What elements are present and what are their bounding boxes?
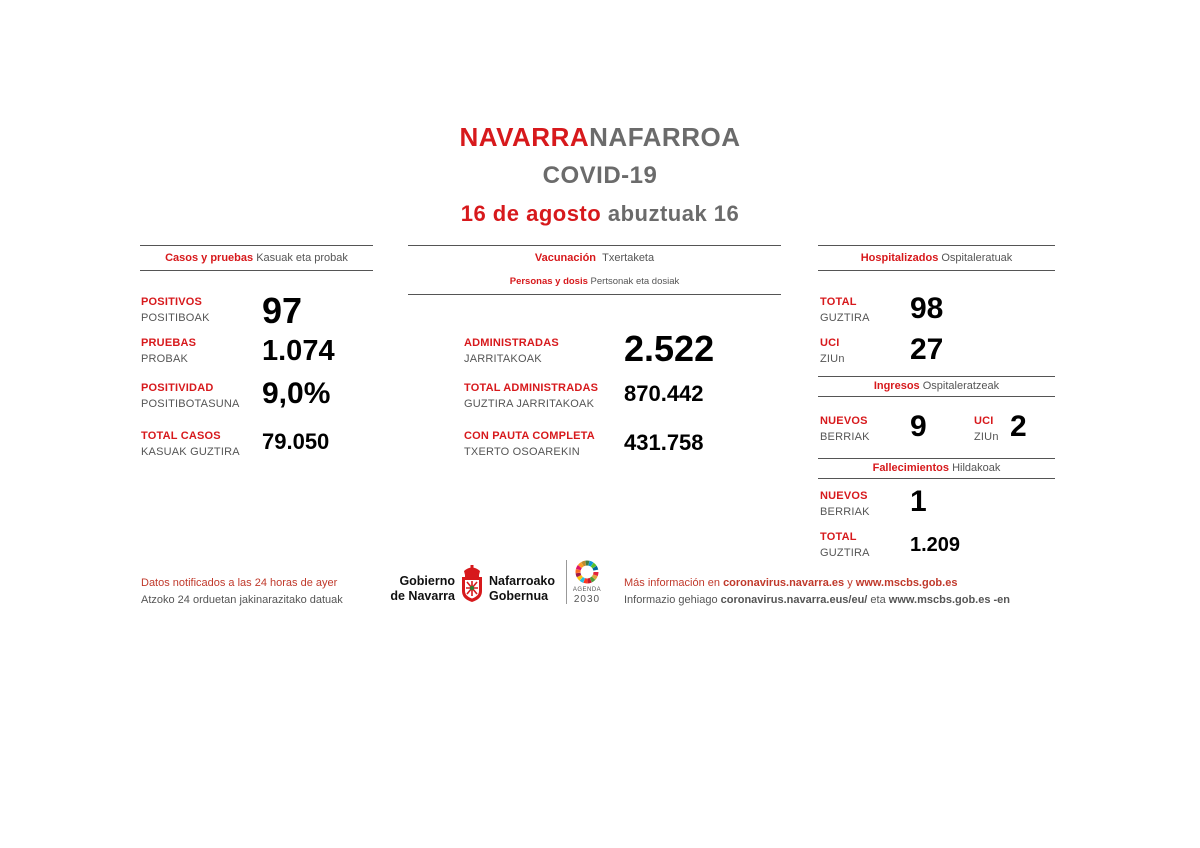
value-positivos: 97 (262, 290, 303, 331)
agenda-year: 2030 (573, 594, 601, 605)
value-fall-total: 1.209 (910, 534, 961, 556)
value-pauta-completa: 431.758 (624, 430, 704, 455)
section-subhead-es: Personas y dosis (509, 276, 588, 287)
section-head-eu: Hildakoak (952, 462, 1001, 474)
value-ingresos-uci: 2 (1010, 410, 1027, 443)
value-ingresos-nuevos: 9 (910, 410, 927, 443)
footer-note-es: Datos notificados a las 24 horas de ayer (141, 577, 338, 589)
label-positibotasuna: POSITIBOTASUNA (141, 398, 240, 410)
navarra-coat-of-arms-icon (459, 563, 485, 603)
section-head-eu: Txertaketa (602, 252, 655, 264)
page-subtitle: COVID-19 (542, 162, 658, 189)
logo-divider (566, 560, 567, 604)
link-coronavirus-navarra-es[interactable]: coronavirus.navarra.es (723, 577, 845, 589)
divider (818, 396, 1055, 397)
divider (818, 245, 1055, 246)
value-administradas: 2.522 (624, 328, 715, 369)
label-hosp-ziun: ZIUn (820, 353, 845, 365)
report-date (0, 201, 1200, 227)
info-eu-conjunction: eta (870, 594, 886, 606)
divider (818, 458, 1055, 459)
title-red: NAVARRA (459, 122, 590, 152)
section-head-ingresos (818, 380, 1055, 392)
section-head-es: Vacunación (534, 252, 597, 264)
label-positivos: POSITIVOS (141, 296, 203, 308)
label-pruebas: PRUEBAS (141, 337, 197, 349)
label-ingresos-uci: UCI (974, 415, 994, 427)
label-fall-guztira: GUZTIRA (820, 547, 870, 559)
logo-eu-line1: Nafarroako (489, 574, 555, 588)
label-ingresos-berriak: BERRIAK (820, 431, 870, 443)
section-head-eu: Ospitaleratuak (941, 252, 1013, 264)
label-hosp-guztira: GUZTIRA (820, 312, 870, 324)
section-head-es: Hospitalizados (860, 252, 939, 264)
value-total-casos: 79.050 (262, 429, 330, 454)
link-coronavirus-navarra-eus[interactable]: coronavirus.navarra.eus/eu/ (720, 594, 868, 606)
date-es: 16 de agosto (460, 201, 602, 226)
section-head-hospitalizados (818, 252, 1055, 264)
divider (818, 376, 1055, 377)
label-total-administradas: TOTAL ADMINISTRADAS (464, 382, 599, 394)
section-subhead-eu: Pertsonak eta dosiak (590, 276, 680, 287)
section-head-fallecimientos (818, 462, 1055, 474)
label-fall-nuevos: NUEVOS (820, 490, 868, 502)
logo-es-line1: Gobierno (399, 574, 455, 588)
footer-note-eu: Atzoko 24 orduetan jakinarazitako datuak (141, 594, 343, 606)
label-hosp-uci: UCI (820, 337, 840, 349)
value-hosp-uci: 27 (910, 333, 944, 366)
label-ingresos-nuevos: NUEVOS (820, 415, 868, 427)
info-eu-text: Informazio gehiago (624, 594, 718, 606)
label-pauta-completa: CON PAUTA COMPLETA (464, 430, 595, 442)
label-total-casos: TOTAL CASOS (141, 430, 221, 442)
divider (818, 270, 1055, 271)
divider (140, 245, 373, 246)
label-txerto-osoarekin: TXERTO OSOAREKIN (464, 446, 580, 458)
info-es-text: Más información en (624, 577, 720, 589)
info-es-conjunction: y (847, 577, 853, 589)
logo-text-eu (489, 574, 555, 604)
section-head-casos (140, 252, 373, 264)
link-mscbs-eu[interactable]: www.mscbs.gob.es -en (888, 594, 1011, 606)
section-subhead-vacunacion (408, 276, 781, 287)
footer-info-eu (624, 594, 1010, 606)
section-head-eu: Kasuak eta probak (256, 252, 348, 264)
label-hosp-total: TOTAL (820, 296, 857, 308)
value-positividad: 9,0% (262, 377, 331, 410)
value-fall-nuevos: 1 (910, 485, 927, 518)
value-hosp-total: 98 (910, 292, 944, 325)
section-head-eu: Ospitaleratzeak (922, 380, 1000, 392)
section-head-es: Casos y pruebas (165, 252, 254, 264)
label-fall-total: TOTAL (820, 531, 857, 543)
divider (408, 294, 781, 295)
label-positiboak: POSITIBOAK (141, 312, 210, 324)
label-positividad: POSITIVIDAD (141, 382, 214, 394)
label-administradas: ADMINISTRADAS (464, 337, 559, 349)
logo-es-line2: de Navarra (390, 589, 455, 603)
label-ingresos-ziun: ZIUn (974, 431, 999, 443)
value-pruebas: 1.074 (262, 335, 335, 367)
date-eu: abuztuak 16 (607, 201, 740, 226)
label-kasuak-guztira: KASUAK GUZTIRA (141, 446, 240, 458)
section-head-vacunacion (408, 252, 781, 264)
label-guztira-jarritakoak: GUZTIRA JARRITAKOAK (464, 398, 595, 410)
footer-info-es (624, 577, 957, 589)
agenda-label: AGENDA (572, 587, 602, 593)
logo-text-es (389, 574, 455, 604)
section-head-es: Fallecimientos (872, 462, 950, 474)
value-total-administradas: 870.442 (624, 381, 704, 406)
divider (408, 245, 781, 246)
label-fall-berriak: BERRIAK (820, 506, 870, 518)
agenda-2030-wheel-icon (575, 560, 599, 584)
divider (818, 478, 1055, 479)
page-title (0, 122, 1200, 153)
logo-eu-line2: Gobernua (489, 589, 549, 603)
section-head-es: Ingresos (873, 380, 920, 392)
label-jarritakoak: JARRITAKOAK (464, 353, 542, 365)
title-grey: NAFARROA (589, 122, 741, 152)
label-probak: PROBAK (141, 353, 189, 365)
divider (140, 270, 373, 271)
link-mscbs-es[interactable]: www.mscbs.gob.es (855, 577, 958, 589)
